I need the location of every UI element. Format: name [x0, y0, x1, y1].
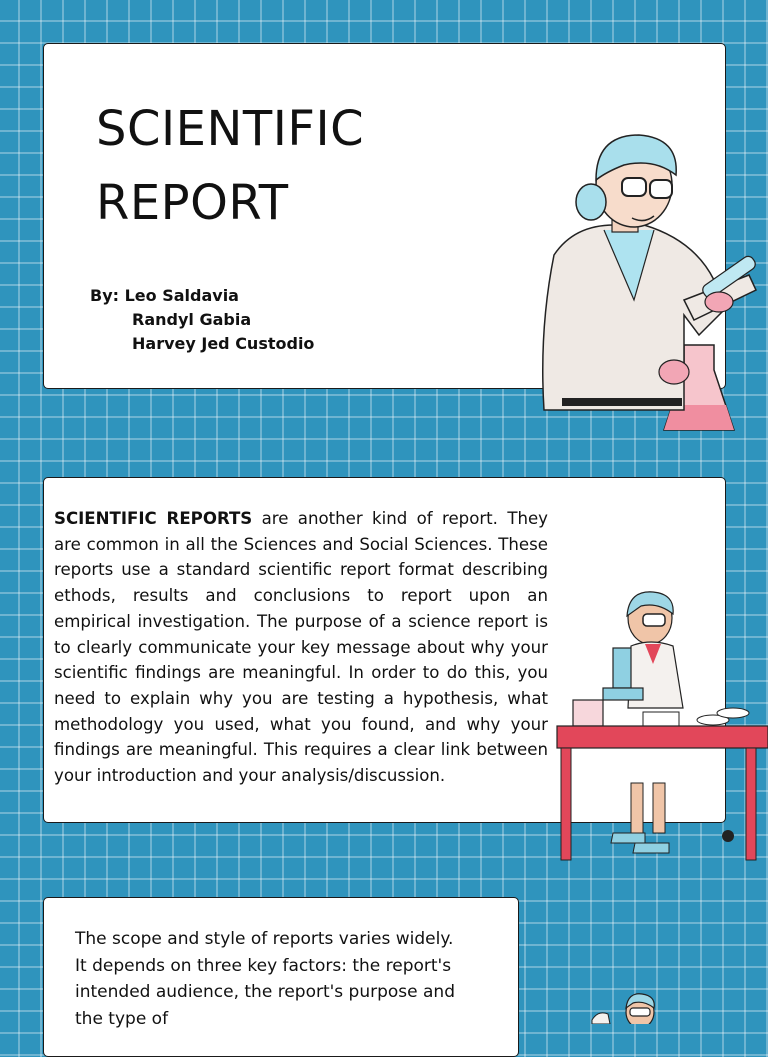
author-name: Randyl Gabia	[132, 310, 252, 329]
author-row-1	[90, 284, 314, 308]
definition-paragraph	[54, 506, 548, 789]
title-line-2: REPORT	[96, 175, 289, 231]
authors-prefix: By:	[90, 286, 125, 305]
scope-card	[43, 897, 519, 1057]
author-name: Harvey Jed Custodio	[132, 334, 315, 353]
scope-paragraph: The scope and style of reports varies widely. It depends on three key factors: the report's intended audience, the report's purpose and the type of	[75, 929, 456, 1030]
scientist-peek-illustration	[588, 990, 668, 1024]
definition-text: are another kind of report. They are common in all the Sciences and Social Sciences. These reports use a standard scientific report format describing ethods, results and conclusions to report upon an empirical investigation. The purpose of a science report is to clearly communicate your key message about why your scientific findings are meaningful. In order to do this, you need to explain why you are testing a hypothesis, what methodology you used, what you found, and why your findings are meaningful. This requires a clear link between your introduction and your analysis/discussion.	[54, 509, 548, 786]
scientist-flask-illustration	[534, 130, 760, 435]
authors-block	[90, 284, 314, 356]
definition-lead: SCIENTIFIC REPORTS	[54, 509, 253, 528]
title-line-1: SCIENTIFIC	[96, 101, 365, 157]
page-title	[96, 92, 364, 240]
author-name: Leo Saldavia	[124, 286, 239, 305]
scientist-microscope-illustration	[553, 588, 768, 863]
